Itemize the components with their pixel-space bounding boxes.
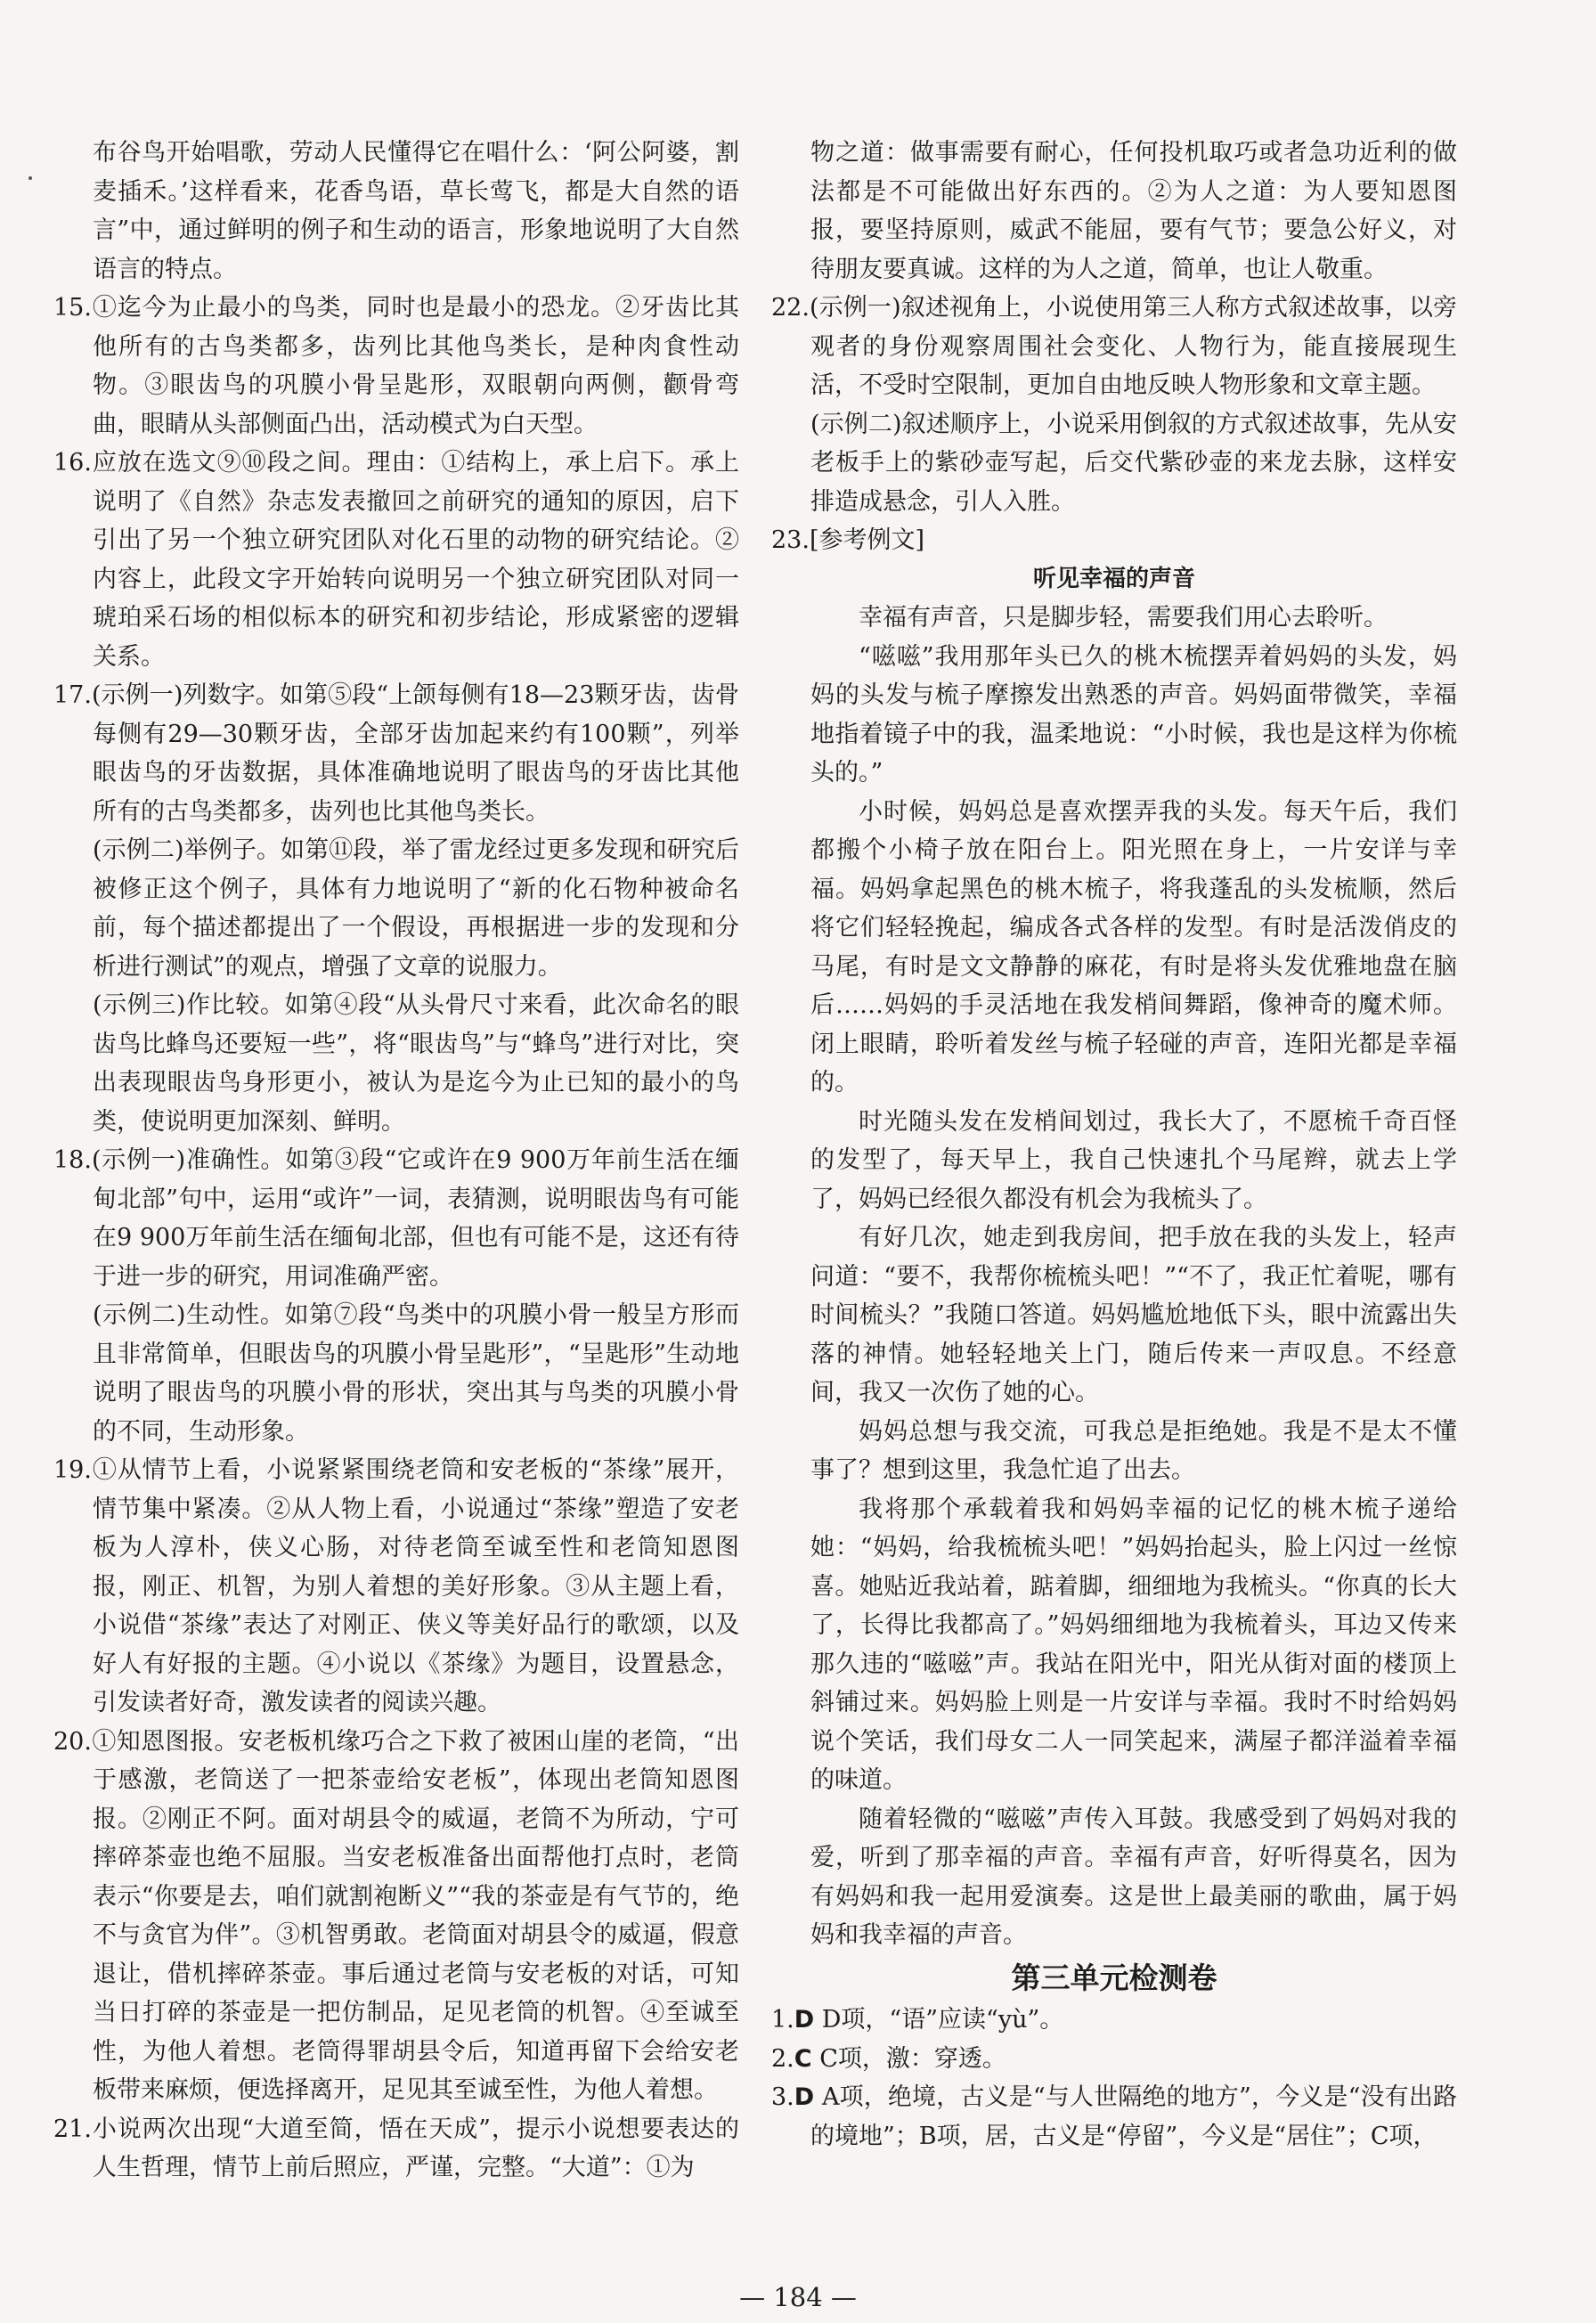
answer-item: 18.(示例一)准确性。如第③段“它或许在9 900万年前生活在缅甸北部”句中，运用“或许”一词，表猜测，说明眼齿鸟有可能在9 900万年前生活在缅甸北部，但也有可能不是，这还有待于进一步的研究，用词准确严密。 (53, 1146, 739, 1291)
right-column-answers (771, 134, 1457, 560)
answer-item: 19.①从情节上看，小说紧紧围绕老筒和安老板的“茶缘”展开，情节集中紧凑。②从人物上看，小说通过“茶缘”塑造了安老板为人淳朴，侠义心肠，对待老筒至诚至性和老筒知恩图报，刚正、机智，为别人着想的美好形象。③从主题上看，小说借“茶缘”表达了对刚正、侠义等美好品行的歌颂，以及好人有好报的主题。④小说以《茶缘》为题目，设置悬念，引发读者好奇，激发读者的阅读兴趣。 (53, 1456, 739, 1716)
essay-paragraph: 随着轻微的“嗞嗞”声传入耳鼓。我感受到了妈妈对我的爱，听到了那幸福的声音。幸福有声音，好听得莫名，因为有妈妈和我一起用爱演奏。这是世上最美丽的歌曲，属于妈妈和我幸福的声音。 (810, 1805, 1457, 1949)
answer-number: 3. (771, 2083, 794, 2111)
answer-item: 17.(示例一)列数字。如第⑤段“上颌每侧有18—23颗牙齿，齿骨每侧有29—30颗牙齿，全部牙齿加起来约有100颗”，列举眼齿鸟的牙齿数据，具体准确地说明了眼齿鸟的牙齿比其他所有的古鸟类都多，齿列也比其他鸟类长。 (53, 681, 739, 826)
answer-number: 2. (771, 2044, 794, 2073)
choice-answer (771, 2078, 1457, 2156)
unit-test-answers (771, 2001, 1457, 2156)
right-column (771, 134, 1457, 2156)
answer-explanation: A项，绝境，古义是“与人世隔绝的地方”，今义是“没有出路的境地”；B项，居，古义是“停留”，今义是“居住”；C项， (810, 2083, 1457, 2150)
page-number: — 184 — (739, 2282, 857, 2312)
essay-body (771, 599, 1457, 1955)
answer-item: 20.①知恩图报。安老板机缘巧合之下救了被困山崖的老筒，“出于感激，老筒送了一把茶壶给安老板”，体现出老筒知恩图报。②刚正不阿。面对胡县令的威逼，老筒不为所动，宁可摔碎茶壶也绝不屈服。当安老板准备出面帮他打点时，老筒表示“你要是去，咱们就割袍断义”“我的茶壶是有气节的，绝不与贪官为伴”。③机智勇敢。老筒面对胡县令的威逼，假意退让，借机摔碎茶壶。事后通过老筒与安老板的对话，可知当日打碎的茶壶是一把仿制品，足见老筒的机智。④至诚至性，为他人着想。老筒得罪胡县令后，知道再留下会给安老板带来麻烦，便选择离开，足见其至诚至性，为他人着想。 (53, 1727, 739, 2104)
essay-title: 听见幸福的声音 (1032, 565, 1195, 592)
essay-paragraph: 幸福有声音，只是脚步轻，需要我们用心去聆听。 (859, 604, 1388, 632)
choice-answer (771, 2001, 1457, 2040)
answer-item: 15.①迄今为止最小的鸟类，同时也是最小的恐龙。②牙齿比其他所有的古鸟类都多，齿列比其他鸟类长，是种肉食性动物。③眼齿鸟的巩膜小骨呈匙形，双眼朝向两侧，颧骨弯曲，眼睛从头部侧面凸出，活动模式为白天型。 (53, 294, 739, 438)
essay-paragraph: 时光随头发在发梢间划过，我长大了，不愿梳千奇百怪的发型了，每天早上，我自己快速扎个马尾辫，就去上学了，妈妈已经很久都没有机会为我梳头了。 (810, 1107, 1457, 1213)
answer-continuation: 物之道：做事需要有耐心，任何投机取巧或者急功近利的做法都是不可能做出好东西的。②为人之道：为人要知恩图报，要坚持原则，威武不能屈，要有气节；要急公好义，对待朋友要真诚。这样的为人之道，简单，也让人敬重。 (810, 139, 1457, 283)
answer-continuation: (示例二)生动性。如第⑦段“鸟类中的巩膜小骨一般呈方形而且非常简单，但眼齿鸟的巩膜小骨呈匙形”，“呈匙形”生动地说明了眼齿鸟的巩膜小骨的形状，突出其与鸟类的巩膜小骨的不同，生动形象。 (93, 1301, 739, 1446)
answer-explanation: C项，激：穿透。 (819, 2044, 1006, 2073)
section-title: 第三单元检测卷 (1011, 1960, 1217, 1995)
answer-continuation: (示例二)举例子。如第⑪段，举了雷龙经过更多发现和研究后被修正这个例子，具体有力地说明了“新的化石物种被命名前，每个描述都提出了一个假设，再根据进一步的发现和分析进行测试”的观点，增强了文章的说服力。 (93, 836, 739, 981)
answer-item: 21.小说两次出现“大道至简，悟在天成”，提示小说想要表达的人生哲理，情节上前后照应，严谨，完整。“大道”：①为 (53, 2115, 739, 2181)
essay-paragraph: 妈妈总想与我交流，可我总是拒绝她。我是不是太不懂事了？想到这里，我急忙追了出去。 (810, 1417, 1457, 1484)
answer-continuation: (示例二)叙述顺序上，小说采用倒叙的方式叙述故事，先从安老板手上的紫砂壶写起，后交代紫砂壶的来龙去脉，这样安排造成悬念，引人入胜。 (810, 410, 1457, 516)
essay-paragraph: 小时候，妈妈总是喜欢摆弄我的头发。每天午后，我们都搬个小椅子放在阳台上。阳光照在身上，一片安详与幸福。妈妈拿起黑色的桃木梳子，将我蓬乱的头发梳顺，然后将它们轻轻挽起，编成各式各样的发型。有时是活泼俏皮的马尾，有时是文文静静的麻花，有时是将头发优雅地盘在脑后……妈妈的手灵活地在我发梢间舞蹈，像神奇的魔术师。闭上眼睛，聆听着发丝与梳子轻碰的声音，连阳光都是幸福的。 (810, 797, 1457, 1096)
answer-item: 23.[参考例文] (771, 526, 925, 554)
answer-item: 22.(示例一)叙述视角上，小说使用第三人称方式叙述故事，以旁观者的身份观察周围社会变化、人物行为，能直接展现生活，不受时空限制，更加自由地反映人物形象和文章主题。 (771, 294, 1457, 399)
answer-letter: D (794, 2006, 815, 2034)
essay-paragraph: 有好几次，她走到我房间，把手放在我的头发上，轻声问道：“要不，我帮你梳梳头吧！”“不了，我正忙着呢，哪有时间梳头？”我随口答道。妈妈尴尬地低下头，眼中流露出失落的神情。她轻轻地关上门，随后传来一声叹息。不经意间，我又一次伤了她的心。 (810, 1224, 1457, 1406)
margin-mark (28, 176, 32, 180)
answer-letter: C (794, 2044, 812, 2073)
left-column (53, 134, 739, 2188)
answer-continuation: 布谷鸟开始唱歌，劳动人民懂得它在唱什么：‘阿公阿婆，割麦插禾。’这样看来，花香鸟语，草长莺飞，都是大自然的语言”中，通过鲜明的例子和生动的语言，形象地说明了大自然语言的特点。 (93, 139, 739, 283)
answer-letter: D (794, 2083, 815, 2111)
choice-answer (771, 2040, 1457, 2079)
essay-paragraph: “嗞嗞”我用那年头已久的桃木梳摆弄着妈妈的头发，妈妈的头发与梳子摩擦发出熟悉的声音。妈妈面带微笑，幸福地指着镜子中的我，温柔地说：“小时候，我也是这样为你梳头的。” (810, 642, 1457, 787)
answer-number: 1. (771, 2006, 794, 2034)
answer-item: 16.应放在选文⑨⑩段之间。理由：①结构上，承上启下。承上说明了《自然》杂志发表撤回之前研究的通知的原因，启下引出了另一个独立研究团队对化石里的动物的研究结论。②内容上，此段文字开始转向说明另一个独立研究团队对同一琥珀采石场的相似标本的研究和初步结论，形成紧密的逻辑关系。 (53, 449, 739, 671)
answer-continuation: (示例三)作比较。如第④段“从头骨尺寸来看，此次命名的眼齿鸟比蜂鸟还要短一些”，将“眼齿鸟”与“蜂鸟”进行对比，突出表现眼齿鸟身形更小，被认为是迄今为止已知的最小的鸟类，使说明更加深刻、鲜明。 (93, 991, 739, 1136)
answer-explanation: D项，“语”应读“yù”。 (821, 2006, 1064, 2034)
essay-paragraph: 我将那个承载着我和妈妈幸福的记忆的桃木梳子递给她：“妈妈，给我梳梳头吧！”妈妈抬起头，脸上闪过一丝惊喜。她贴近我站着，踮着脚，细细地为我梳头。“你真的长大了，长得比我都高了。”妈妈细细地为我梳着头，耳边又传来那久违的“嗞嗞”声。我站在阳光中，阳光从街对面的楼顶上斜铺过来。妈妈脸上则是一片安详与幸福。我时不时给妈妈说个笑话，我们母女二人一同笑起来，满屋子都洋溢着幸福的味道。 (810, 1495, 1457, 1794)
